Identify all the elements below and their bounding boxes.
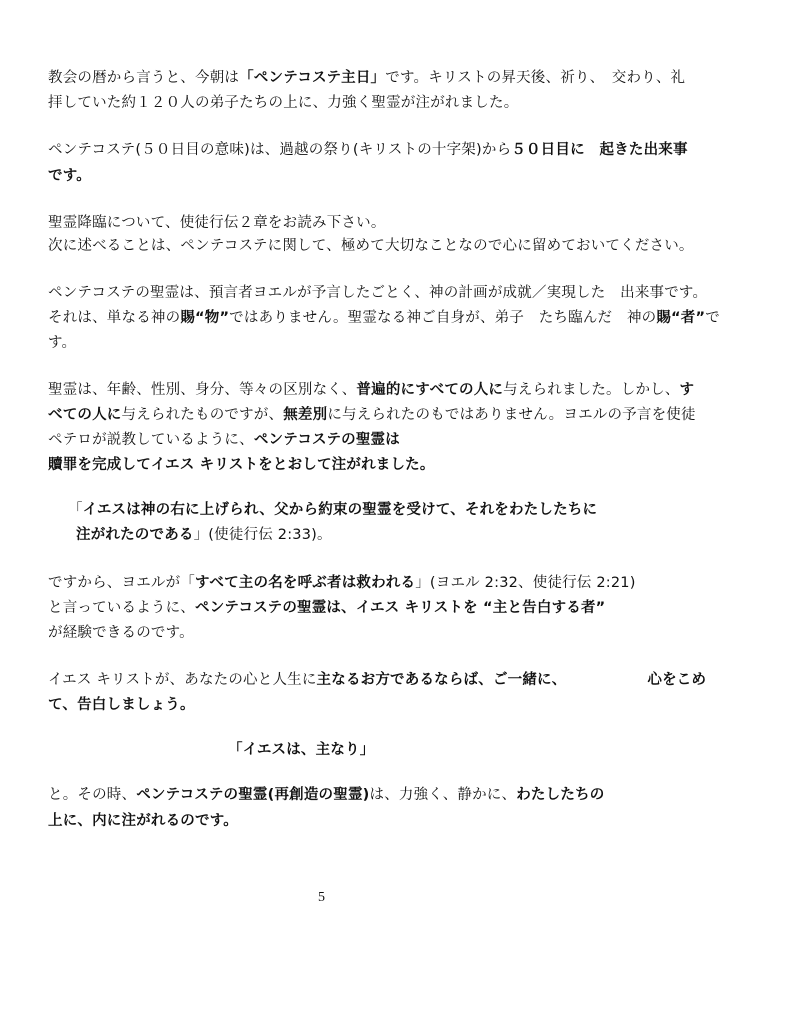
paragraph-1-line-2 [48,93,518,113]
bold-text-segment: 無差別 [283,407,328,423]
bold-text-segment: 上に、内に注がれるのです。 [48,813,238,829]
paragraph-1-line-1 [48,68,685,88]
bold-text-segment: イエスは神の右に上げられ、父から約束の聖霊を受けて、それをわたしたちに [82,502,598,518]
bold-text-segment: 賜“物” [180,310,230,326]
text-segment: 「 [68,502,83,518]
bold-text-segment: 贖罪を完成してイエス キリストをとおして注がれました。 [48,457,435,473]
bold-text-segment: ペンテコステの聖霊は、イエス キリストを “主と告白する者” [195,600,606,616]
quote-1-line-2 [76,525,332,545]
text-segment: 聖霊降臨について、使徒行伝２章をお読み下さい。 [48,215,386,231]
text-segment: に与えられたのもではありません。ヨエルの予言を使徒 [327,407,696,423]
bold-text-segment: 注がれたのである [76,527,194,543]
text-segment: それは、単なる神の [48,310,181,326]
bold-text-segment: 賜“者” [656,310,706,326]
bold-text-segment: ペンテコステの聖霊は [253,432,400,448]
bold-text-segment: す [679,382,695,398]
paragraph-3-line-2 [48,236,694,256]
bold-text-segment: すべて主の名を呼ぶ者は救われる [195,575,416,591]
paragraph-7-line-1 [48,573,636,593]
text-segment: ペテロが説教しているように、 [48,432,254,448]
text-segment: 与えられました。しかし、 [503,382,680,398]
text-segment: 与えられたものですが、 [121,407,284,423]
text-segment: と言っているように、 [48,600,195,616]
paragraph-5-line-4 [48,455,435,475]
text-segment: 次に述べることは、ペンテコステに関して、極めて大切なことなので心に留めておいてください。 [48,238,694,254]
paragraph-4-line-2 [48,308,720,328]
text-segment: です。キリストの昇天後、祈り、 交わり、礼 [385,70,686,86]
bold-text-segment: わたしたちの [516,787,605,803]
bold-text-segment: 主なるお方であるならば、ご一緒に、 心をこめ [316,672,707,688]
paragraph-3-line-1 [48,213,386,233]
bold-text-segment: べての人に [48,407,122,423]
quote-1-line-1 [68,500,597,520]
bold-text-segment: 普遍的にすべての人に [356,382,504,398]
paragraph-4-line-1 [48,283,707,303]
confession-line [228,740,374,760]
text-segment: 」(ヨエル 2:32、使徒行伝 2:21) [415,575,636,591]
text-segment: す。 [48,335,77,351]
text-segment: ペンテコステ(５０日目の意味)は、過越の祭り(キリストの十字架)から [48,142,512,158]
bold-text-segment: です。 [48,168,91,184]
bold-text-segment: ５０日目に 起きた出来事 [511,142,688,158]
paragraph-8-line-1 [48,670,706,690]
text-segment: 教会の暦から言うと、今朝は [48,70,240,86]
paragraph-5-line-2 [48,405,696,425]
paragraph-2-line-2 [48,166,91,186]
text-segment: 聖霊は、年齢、性別、身分、等々の区別なく、 [48,382,357,398]
paragraph-10-line-2 [48,811,238,831]
text-segment: と。その時、 [48,787,137,803]
text-segment: は、力強く、静かに、 [369,787,517,803]
paragraph-7-line-2 [48,598,605,618]
text-segment: イエス キリストが、あなたの心と人生に [48,672,317,688]
text-segment: が経験できるのです。 [48,625,194,641]
paragraph-4-line-3 [48,333,76,353]
text-segment: ではありません。聖霊なる神ご自身が、弟子 たち臨んだ 神の [229,310,657,326]
page-number: 5 [318,890,325,905]
paragraph-5-line-1 [48,380,694,400]
paragraph-10-line-1 [48,785,604,805]
paragraph-5-line-3 [48,430,400,450]
bold-text-segment: ペンテコステの聖霊(再創造の聖霊) [136,787,370,803]
text-segment: ペンテコステの聖霊は、預言者ヨエルが予言したごとく、神の計画が成就／実現した 出来事です。 [48,285,708,301]
bold-text-segment: 「ペンテコステ主日」 [239,70,386,86]
bold-text-segment: 「イエスは、主なり」 [228,742,375,758]
text-segment: 」(使徒行伝 2:33)。 [193,527,332,543]
text-segment: で [705,310,720,326]
paragraph-2-line-1 [48,140,688,160]
text-segment: ですから、ヨエルが「 [48,575,195,591]
text-segment: 拝していた約１２０人の弟子たちの上に、力強く聖霊が注がれました。 [48,95,519,111]
bold-text-segment: て、告白しましょう。 [48,697,195,713]
paragraph-7-line-3 [48,623,194,643]
paragraph-8-line-2 [48,695,195,715]
